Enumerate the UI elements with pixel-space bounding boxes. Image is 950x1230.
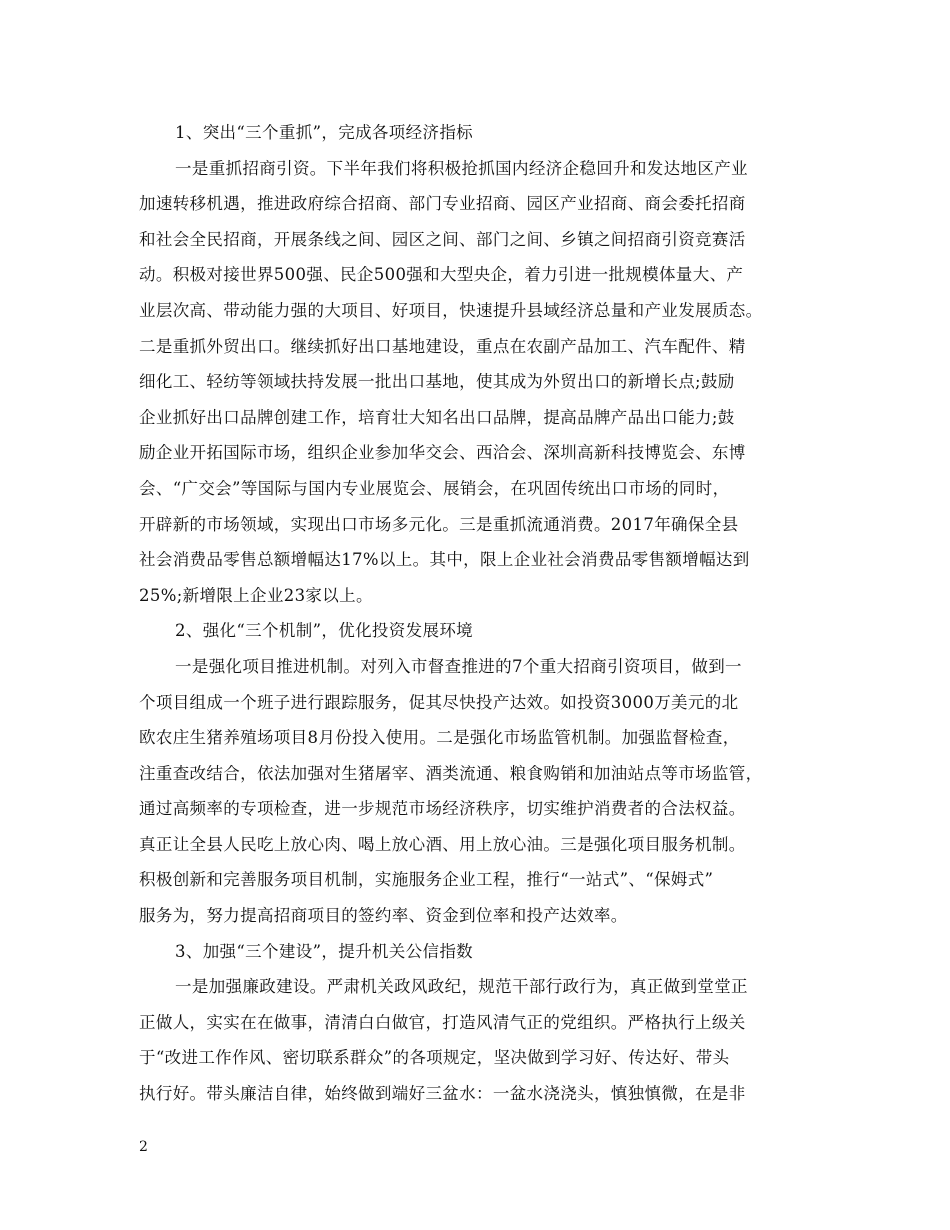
paragraph-line: 会、“广交会”等国际与国内专业展览会、展销会，在巩固传统出口市场的同时， xyxy=(139,478,730,498)
paragraph-line: 加速转移机遇，推进政府综合招商、部门专业招商、园区产业招商、商会委托招商 xyxy=(139,194,746,214)
document-body xyxy=(139,115,819,1112)
paragraph-line: 于“改进工作作风、密切联系群众”的各项规定，坚决做到学习好、传达好、带头 xyxy=(139,1048,730,1068)
paragraph-line: 积极创新和完善服务项目机制，实施服务企业工程，推行“一站式”、“保姆式” xyxy=(139,870,714,890)
paragraph-line: 执行好。带头廉洁自律，始终做到端好三盆水：一盆水浇浇头，慎独慎微，在是非 xyxy=(139,1084,746,1104)
paragraph-line: 业层次高、带动能力强的大项目、好项目，快速提升县域经济总量和产业发展质态。 xyxy=(139,300,763,320)
paragraph-line: 励企业开拓国际市场，组织企业参加华交会、西洽会、深圳高新科技博览会、东博 xyxy=(139,443,746,463)
paragraph-line: 开辟新的市场领域，实现出口市场多元化。三是重抓流通消费。2017年确保全县 xyxy=(139,514,739,534)
paragraph-line: 服务为，努力提高招商项目的签约率、资金到位率和投产达效率。 xyxy=(139,906,628,926)
paragraph-line: 企业抓好出口品牌创建工作，培育壮大知名出口品牌，提高品牌产品出口能力;鼓 xyxy=(139,407,735,427)
paragraph-line: 二是重抓外贸出口。继续抓好出口基地建设，重点在农副产品加工、汽车配件、精 xyxy=(139,336,746,356)
paragraph-line: 一是强化项目推进机制。对列入市督查推进的7个重大招商引资项目，做到一 xyxy=(175,656,742,676)
paragraph-line: 注重查改结合，依法加强对生猪屠宰、酒类流通、粮食购销和加油站点等市场监管， xyxy=(139,763,763,783)
paragraph-line: 和社会全民招商，开展条线之间、园区之间、部门之间、乡镇之间招商引资竞赛活 xyxy=(139,229,746,249)
paragraph-line: 一是重抓招商引资。下半年我们将积极抢抓国内经济企稳回升和发达地区产业 xyxy=(175,158,748,178)
section-heading-1: 1、突出“三个重抓”，完成各项经济指标 xyxy=(175,123,474,142)
paragraph-line: 正做人，实实在在做事，清清白白做官，打造风清气正的党组织。严格执行上级关 xyxy=(139,1012,746,1032)
paragraph-line: 一是加强廉政建设。严肃机关政风政纪，规范干部行政行为，真正做到堂堂正 xyxy=(175,977,748,997)
section-heading-2: 2、强化“三个机制”，优化投资发展环境 xyxy=(175,621,474,641)
section-heading-3: 3、加强“三个建设”，提升机关公信指数 xyxy=(175,941,474,961)
paragraph-line: 欧农庄生猪养殖场项目8月份投入使用。二是强化市场监管机制。加强监督检查， xyxy=(139,728,740,748)
paragraph-line: 通过高频率的专项检查，进一步规范市场经济秩序，切实维护消费者的合法权益。 xyxy=(139,799,746,819)
paragraph-line: 细化工、轻纺等领域扶持发展一批出口基地，使其成为外贸出口的新增长点;鼓励 xyxy=(139,372,735,392)
paragraph-line: 社会消费品零售总额增幅达17%以上。其中，限上企业社会消费品零售额增幅达到 xyxy=(139,550,750,570)
paragraph-line: 真正让全县人民吃上放心肉、喝上放心酒、用上放心油。三是强化项目服务机制。 xyxy=(139,834,746,854)
paragraph-line: 25%;新增限上企业23家以上。 xyxy=(139,585,373,605)
page-number: 2 xyxy=(139,1139,148,1155)
paragraph-line: 个项目组成一个班子进行跟踪服务，促其尽快投产达效。如投资3000万美元的北 xyxy=(139,692,739,712)
paragraph-line: 动。积极对接世界500强、民企500强和大型央企，着力引进一批规模体量大、产 xyxy=(139,265,744,285)
